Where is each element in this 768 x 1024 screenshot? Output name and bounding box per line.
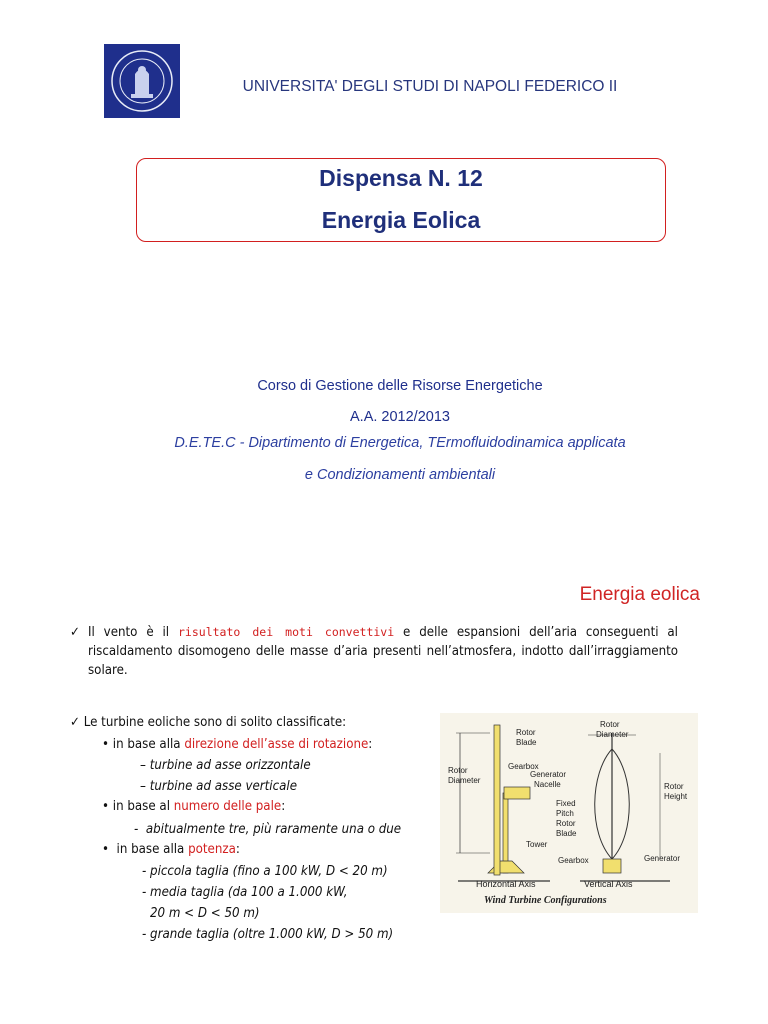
bullet-dot-icon: • [102,799,109,814]
figure-label-gearbox-bottom: Gearbox [558,856,589,865]
bullet-classification [70,713,346,732]
figure-label-rotor-blade-2: Blade [516,738,537,747]
checkmark-icon: ✓ [70,625,80,640]
figure-label-generator-top: Generator [530,770,567,779]
figure-label-nacelle: Nacelle [534,780,561,789]
criterion-axis [102,735,372,754]
figure-label-tower: Tower [526,840,548,849]
bullet-dot-icon: • [102,737,109,752]
bullet-1-post: e delle espansioni dell’aria conseguenti al riscaldamento disomogeno delle masse d’aria presenti nell’atmosfera, indotto dall’irraggiamento solare. [88,625,678,678]
figure-label-fixed-pitch: Fixed [556,799,576,808]
criterion-blades [102,797,285,816]
dash-icon: – [140,779,146,794]
blades-item-text: abitualmente tre, più raramente una o due [145,822,402,837]
figure-label-vertical-axis: Vertical Axis [584,879,633,889]
axis-item-vertical-text: turbine ad asse verticale [149,779,297,794]
criterion-axis-highlight: direzione dell’asse di rotazione [184,737,369,752]
classification-intro: Le turbine eoliche sono di solito classificate: [83,715,347,730]
university-name: UNIVERSITA' DEGLI STUDI DI NAPOLI FEDERICO II [242,78,618,95]
bullet-wind-definition [70,623,678,680]
criterion-power-post: : [235,842,240,857]
figure-label-fixed-pitch-3: Rotor [556,819,576,828]
figure-label-rotor-diameter-left-2: Diameter [448,776,481,785]
figure-label-rotor-diameter-right-2: Diameter [596,730,629,739]
criterion-power [102,840,240,859]
power-item-medium-range: 20 m < D < 50 m) [150,906,260,921]
bullet-1-highlight: risultato dei moti convettivi [178,625,395,639]
criterion-axis-post: : [368,737,373,752]
figure-label-gearbox-top: Gearbox [508,762,539,771]
power-item-medium: - media taglia (da 100 a 1.000 kW, [142,885,348,900]
criterion-power-pre: in base alla [116,842,189,857]
figure-label-rotor-height-2: Height [664,792,688,801]
criterion-blades-post: : [281,799,286,814]
criterion-power-highlight: potenza [188,842,236,857]
dash-icon: – [140,758,146,773]
checkmark-icon: ✓ [70,715,80,730]
bullet-dot-icon: • [102,842,109,857]
figure-label-horizontal-axis: Horizontal Axis [476,879,536,889]
figure-label-rotor-diameter-left: Rotor [448,766,468,775]
figure-label-rotor-diameter-right: Rotor [600,720,620,729]
figure-label-rotor-height: Rotor [664,782,684,791]
course-name: Corso di Gestione delle Risorse Energetiche [257,378,543,394]
axis-item-horizontal-text: turbine ad asse orizzontale [149,758,311,773]
criterion-blades-pre: in base al [112,799,174,814]
power-item-large: - grande taglia (oltre 1.000 kW, D > 50 m) [142,927,394,942]
academic-year: A.A. 2012/2013 [350,409,450,425]
section-title: Energia eolica [579,584,700,605]
axis-item-horizontal [140,756,311,775]
blades-item [134,820,401,839]
axis-item-vertical [140,777,297,796]
power-item-small: - piccola taglia (fino a 100 kW, D < 20 m) [142,864,388,879]
figure-label-rotor-blade: Rotor [516,728,536,737]
figure-label-fixed-pitch-4: Blade [556,829,577,838]
figure-label-generator-bottom: Generator [644,854,681,863]
figure-caption: Wind Turbine Configurations [484,895,607,906]
bullet-1-pre: Il vento è il [88,625,178,640]
department-line-2: e Condizionamenti ambientali [304,467,496,483]
criterion-blades-highlight: numero delle pale [173,799,282,814]
dash-icon: - [134,822,139,837]
document-title: Energia Eolica [321,207,481,233]
criterion-axis-pre: in base alla [112,737,185,752]
document-number: Dispensa N. 12 [319,165,483,191]
university-seal [104,44,180,118]
title-box [136,158,666,242]
department-line-1: D.E.TE.C - Dipartimento di Energetica, TErmofluidodinamica applicata [174,435,626,451]
figure-label-fixed-pitch-2: Pitch [556,809,574,818]
wind-turbine-figure [440,713,698,913]
